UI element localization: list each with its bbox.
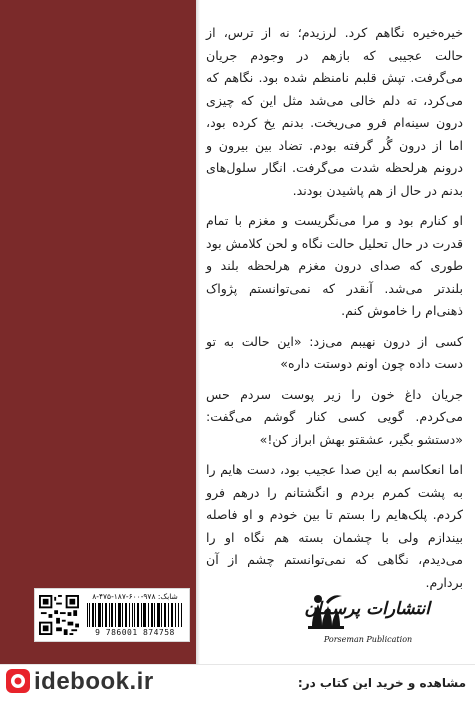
- blurb-text: [206, 22, 463, 590]
- qr-code-icon: [39, 595, 79, 635]
- publisher-mark: [300, 588, 430, 650]
- site-name[interactable]: idebook.ir: [34, 668, 154, 695]
- footer-banner[interactable]: [0, 664, 475, 701]
- blurb-paragraph: اما انعکاسم به این صدا عجیب بود، دست هایم را به پشت کمرم بردم و انگشتانم را درهم فرو کردم. پلک‌هایم را بستم تا بین خودم و او فاصله بیندازم ولی با چشمان بسته هم نگاه او را می‌دیدم، نگاهی که نمی‌توانستم چشم از آن بردارم.: [206, 462, 463, 590]
- barcode-icon: [85, 603, 185, 627]
- spine-shadow: [196, 0, 200, 664]
- cover-spine-band: [0, 0, 196, 664]
- blurb-paragraph: جریان داغ خون را زیر پوست سردم حس می‌کردم. گویی کسی کنار گوشم می‌گفت: «دستشو بگیر، عشقتو بهش ابراز کن!»: [206, 386, 463, 447]
- blurb-paragraph: کسی از درون نهیبم می‌زد: «این حالت به تو دست داده چون اونم دوستت داره»: [206, 333, 463, 371]
- footer-caption: مشاهده و خرید این کتاب در:: [297, 676, 466, 690]
- blurb-paragraph: او کنارم بود و مرا می‌نگریست و مغزم با تمام قدرت در حال تحلیل حالت نگاه و لحن کلامش بود طوری که صدای درون مغزم هرلحظه بلند و بلندتر می‌شد. آنقدر که نمی‌توانستم پژواک ذهنی‌ام را خاموش کنم.: [206, 213, 463, 318]
- barcode-number: 9 786001 874758: [95, 628, 175, 637]
- publisher-name-en: Porseman Publication: [323, 635, 413, 644]
- blurb-paragraph: خیره‌خیره نگاهم کرد. لرزیدم؛ نه از ترس، از حالت عجیبی که بازهم در وجودم جریان می‌گرفت. تپش قلبم نامنظم شده بود. نگاهم که می‌کرد، ته دلم خالی می‌شد مثل این که چیزی درون سینه‌ام فرو می‌ریخت. بدنم یخ کرده بود، اما از درون گُر گرفته بودم. تضاد بین بیرون و درونم هرلحظه شدت می‌گرفت. انگار سلول‌های بدنم در حال از هم پاشیدن بودند.: [206, 25, 463, 198]
- idebook-logo-icon: [6, 669, 30, 693]
- isbn-label: شابک: ۹۷۸-۶۰۰-۱۸۷-۴۷۵-۸: [92, 592, 178, 601]
- publisher-name-fa: انتشارات پرسمان: [304, 599, 430, 619]
- isbn-barcode-box: [34, 588, 190, 642]
